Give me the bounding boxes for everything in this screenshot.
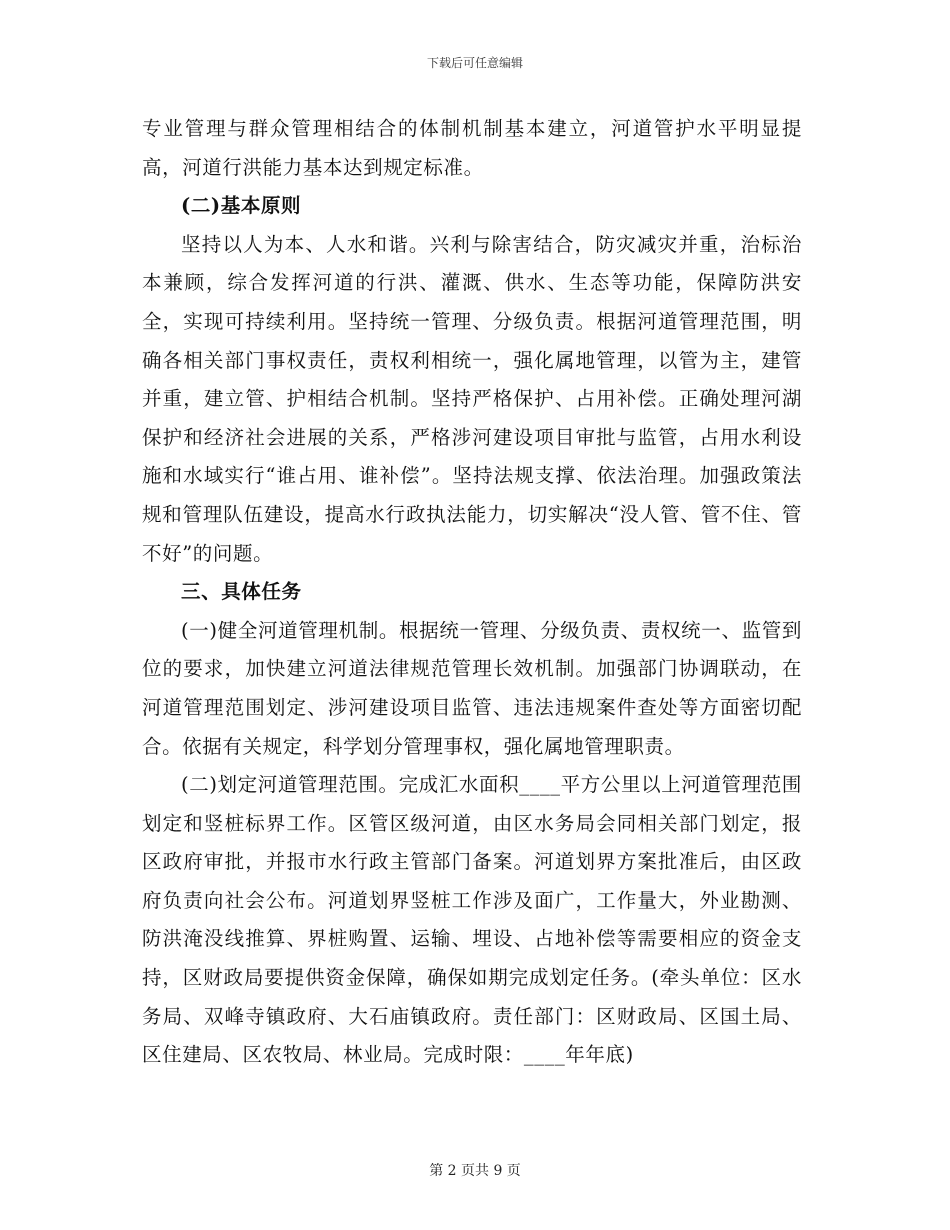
section-heading-basic-principles: (二)基本原则	[181, 194, 302, 218]
page-footer: 第 2 页共 9 页	[429, 1163, 521, 1179]
page-header: 下载后可任意编辑	[426, 56, 523, 70]
section-heading-specific-tasks: 三、具体任务	[181, 580, 302, 604]
paragraph-task-2: (二)划定河道管理范围。完成汇水面积____平方公里以上河道管理范围划定和竖桩标界工作。区管区级河道，由区水务局会同相关部门划定，报区政府审批，并报市水行政主管部门备案。河道划界方案批准后，由区政府负责向社会公布。河道划界竖桩工作涉及面广，工作量大，外业勘测、防洪淹没线推算、界桩购置、运输、埋设、占地补偿等需要相应的资金支持，区财政局要提供资金保障，确保如期完成划定任务。(牵头单位：区水务局、双峰寺镇政府、大石庙镇政府。责任部门：区财政局、区国土局、区住建局、区农牧局、林业局。完成时限：____年年底)	[142, 773, 802, 1067]
paragraph-continuation: 专业管理与群众管理相结合的体制机制基本建立，河道管护水平明显提高，河道行洪能力基本达到规定标准。	[142, 117, 802, 179]
document-body	[142, 110, 802, 1075]
paragraph-basic-principles: 坚持以人为本、人水和谐。兴利与除害结合，防灾减灾并重，治标治本兼顾，综合发挥河道的行洪、灌溉、供水、生态等功能，保障防洪安全，实现可持续利用。坚持统一管理、分级负责。根据河道管理范围，明确各相关部门事权责任，责权利相统一，强化属地管理，以管为主，建管并重，建立管、护相结合机制。坚持严格保护、占用补偿。正确处理河湖保护和经济社会进展的关系，严格涉河建设项目审批与监管，占用水利设施和水域实行“谁占用、谁补偿”。坚持法规支撑、依法治理。加强政策法规和管理队伍建设，提高水行政执法能力，切实解决“没人管、管不住、管不好”的问题。	[142, 232, 802, 565]
paragraph-task-1: (一)健全河道管理机制。根据统一管理、分级负责、责权统一、监管到位的要求，加快建立河道法律规范管理长效机制。加强部门协调联动，在河道管理范围划定、涉河建设项目监管、违法违规案件查处等方面密切配合。依据有关规定，科学划分管理事权，强化属地管理职责。	[142, 618, 802, 758]
